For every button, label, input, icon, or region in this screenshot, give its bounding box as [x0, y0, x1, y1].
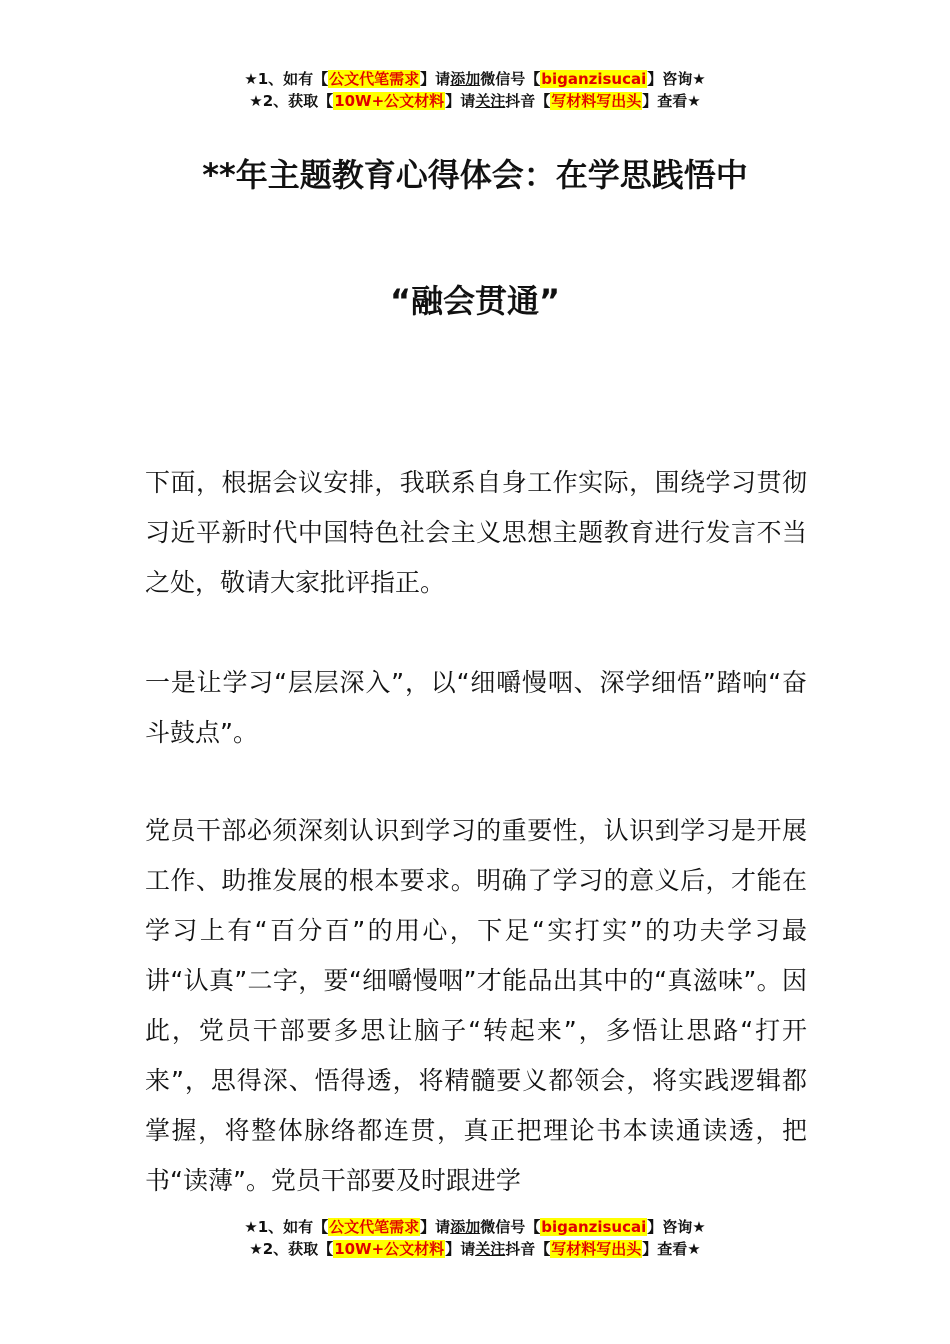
promo-text: ★1、如有【: [244, 1218, 329, 1236]
promo-text: ★2、获取【: [249, 92, 334, 110]
promo-line-1: [0, 1216, 950, 1238]
promo-line-2: [0, 1238, 950, 1260]
promo-text: 】请: [420, 1218, 451, 1236]
promo-underlined-text: 添加: [450, 1218, 481, 1236]
paragraph-text: 一是让学习“层层深入”，以“细嚼慢咽、深学细悟”踏响“奋斗鼓点”。: [145, 668, 807, 747]
document-title-line-1: **年主题教育心得体会：在学思践悟中: [202, 156, 748, 194]
promo-text: 】查看★: [642, 1240, 701, 1258]
douyin-id-highlight: 写材料写出头: [551, 92, 642, 110]
promo-highlight: 公文代笔需求: [329, 70, 420, 88]
promo-text: ★1、如有【: [244, 70, 329, 88]
paragraph-text: 下面，根据会议安排，我联系自身工作实际，围绕学习贯彻习近平新时代中国特色社会主义思想主题教育进行发言不当之处，敬请大家批评指正。: [145, 468, 807, 597]
promo-line-2: [0, 90, 950, 112]
promo-text: ★2、获取【: [249, 1240, 334, 1258]
promo-text: 】请: [420, 70, 451, 88]
bottom-promo-banner: [0, 1216, 950, 1260]
promo-text: 抖音【: [505, 92, 551, 110]
promo-text: 微信号【: [480, 70, 541, 88]
douyin-id-highlight: 写材料写出头: [551, 1240, 642, 1258]
body-paragraph-intro: [145, 458, 807, 608]
promo-line-1: [0, 68, 950, 90]
promo-underlined-text: 关注: [475, 1240, 506, 1258]
wechat-id-highlight: biganzisucai: [541, 1218, 647, 1236]
promo-text: 】咨询★: [647, 1218, 706, 1236]
promo-text: 】咨询★: [647, 70, 706, 88]
body-paragraph-content: [145, 806, 807, 1206]
promo-text: 抖音【: [505, 1240, 551, 1258]
promo-text: 】请: [445, 92, 476, 110]
promo-highlight: 10W+公文材料: [334, 92, 445, 110]
document-title-line-2: “融会贯通”: [389, 282, 561, 320]
body-paragraph-heading-1: [145, 658, 807, 758]
promo-highlight: 10W+公文材料: [334, 1240, 445, 1258]
promo-text: 微信号【: [480, 1218, 541, 1236]
top-promo-banner: [0, 68, 950, 112]
promo-highlight: 公文代笔需求: [329, 1218, 420, 1236]
promo-underlined-text: 关注: [475, 92, 506, 110]
paragraph-text: 党员干部必须深刻认识到学习的重要性，认识到学习是开展工作、助推发展的根本要求。明确了学习的意义后，才能在学习上有“百分百”的用心，下足“实打实”的功夫学习最讲“认真”二字，要“细嚼慢咽”才能品出其中的“真滋味”。因此，党员干部要多思让脑子“转起来”，多悟让思路“打开来”，思得深、悟得透，将精髓要义都领会，将实践逻辑都掌握，将整体脉络都连贯，真正把理论书本读通读透，把书“读薄”。党员干部要及时跟进学: [145, 816, 807, 1195]
promo-underlined-text: 添加: [450, 70, 481, 88]
wechat-id-highlight: biganzisucai: [541, 70, 647, 88]
promo-text: 】查看★: [642, 92, 701, 110]
promo-text: 】请: [445, 1240, 476, 1258]
